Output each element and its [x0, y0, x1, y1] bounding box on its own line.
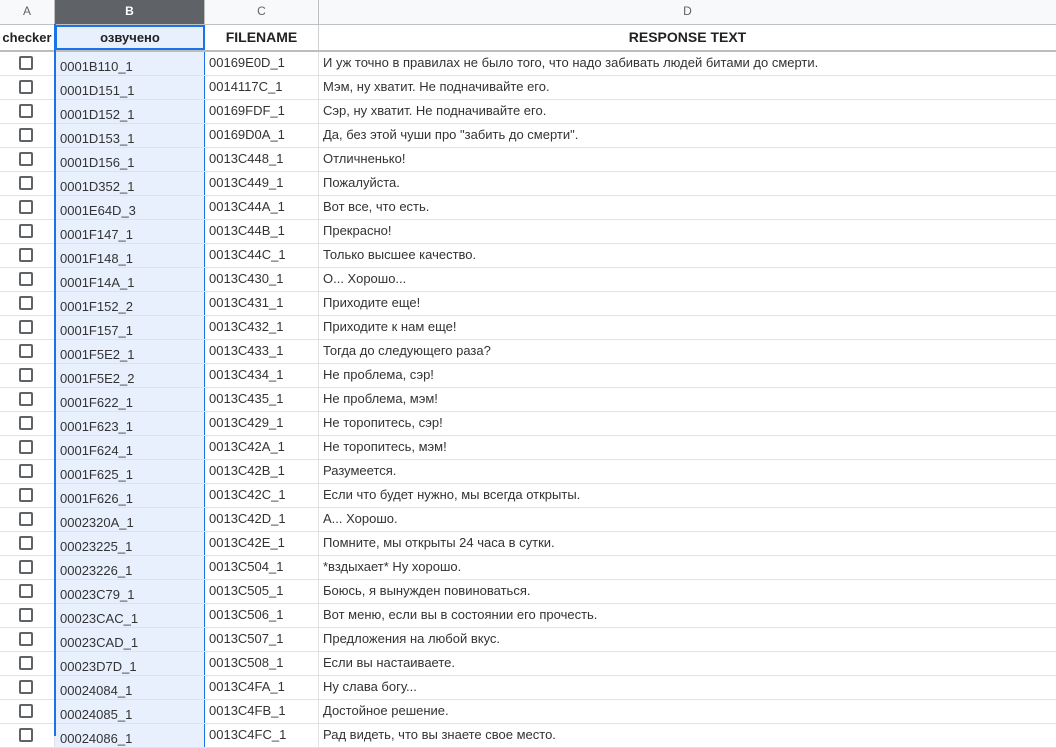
response-text-cell[interactable]: Разумеется.	[323, 463, 397, 478]
response-text-cell[interactable]: Не проблема, мэм!	[323, 391, 438, 406]
row-checkbox[interactable]	[19, 704, 33, 718]
checker-cell	[0, 724, 55, 747]
table-row	[0, 340, 1056, 364]
row-checkbox[interactable]	[19, 392, 33, 406]
header-cell-voiced[interactable]: озвучено	[55, 25, 205, 50]
response-text-cell[interactable]: Вот все, что есть.	[323, 199, 430, 214]
filename-cell[interactable]: 0013C42D_1	[205, 508, 319, 531]
response-text-cell[interactable]: Не торопитесь, мэм!	[323, 439, 447, 454]
voiced-cell[interactable]: 0001F5E2_1	[55, 340, 205, 363]
row-checkbox[interactable]	[19, 656, 33, 670]
table-row	[0, 580, 1056, 604]
filename-cell[interactable]: 0013C507_1	[205, 628, 319, 651]
voiced-cell[interactable]: 0001F626_1	[55, 484, 205, 507]
voiced-cell[interactable]: 0001B110_1	[55, 52, 205, 75]
voiced-cell[interactable]: 0001F624_1	[55, 436, 205, 459]
row-checkbox[interactable]	[19, 296, 33, 310]
table-row	[0, 148, 1056, 172]
column-header-d[interactable]: D	[683, 4, 692, 18]
voiced-cell[interactable]: 00024084_1	[55, 676, 205, 699]
voiced-cell[interactable]: 0001F622_1	[55, 388, 205, 411]
column-header-a[interactable]: A	[0, 0, 55, 24]
filename-cell[interactable]: 0013C504_1	[205, 556, 319, 579]
row-checkbox[interactable]	[19, 728, 33, 742]
table-row	[0, 532, 1056, 556]
table-row	[0, 724, 1056, 748]
row-checkbox[interactable]	[19, 512, 33, 526]
table-row	[0, 268, 1056, 292]
response-text-cell[interactable]: Если вы настаиваете.	[323, 655, 455, 670]
response-text-cell[interactable]: Только высшее качество.	[323, 247, 477, 262]
checker-cell	[0, 220, 55, 243]
checker-cell	[0, 412, 55, 435]
table-row	[0, 388, 1056, 412]
filename-cell[interactable]: 0013C506_1	[205, 604, 319, 627]
voiced-cell[interactable]: 0001F147_1	[55, 220, 205, 243]
response-text-cell[interactable]: Прекрасно!	[323, 223, 392, 238]
voiced-cell[interactable]: 0001F14A_1	[55, 268, 205, 291]
checker-cell	[0, 244, 55, 267]
response-text-cell[interactable]: Мэм, ну хватит. Не подначивайте его.	[323, 79, 550, 94]
table-row	[0, 76, 1056, 100]
filename-cell[interactable]: 0013C505_1	[205, 580, 319, 603]
table-row	[0, 676, 1056, 700]
voiced-cell[interactable]: 00024085_1	[55, 700, 205, 723]
voiced-cell[interactable]: 00024086_1	[55, 724, 205, 747]
response-text-cell[interactable]: Не проблема, сэр!	[323, 367, 434, 382]
response-text-cell[interactable]: Да, без этой чуши про "забить до смерти".	[323, 127, 579, 142]
voiced-cell[interactable]: 0001D152_1	[55, 100, 205, 123]
response-text-cell[interactable]: Достойное решение.	[323, 703, 449, 718]
checker-cell	[0, 124, 55, 147]
voiced-cell[interactable]: 00023D7D_1	[55, 652, 205, 675]
filename-cell[interactable]: 0013C42A_1	[205, 436, 319, 459]
table-row	[0, 124, 1056, 148]
table-row	[0, 604, 1056, 628]
voiced-cell[interactable]: 0001F623_1	[55, 412, 205, 435]
filename-cell[interactable]: 0013C4FA_1	[205, 676, 319, 699]
voiced-cell[interactable]: 0001F157_1	[55, 316, 205, 339]
filename-cell[interactable]: 0013C44C_1	[205, 244, 319, 267]
header-cell-filename[interactable]: FILENAME	[205, 25, 319, 50]
checker-cell	[0, 268, 55, 291]
row-checkbox[interactable]	[19, 608, 33, 622]
voiced-cell[interactable]: 0001F152_2	[55, 292, 205, 315]
row-checkbox[interactable]	[19, 584, 33, 598]
table-row	[0, 700, 1056, 724]
row-checkbox[interactable]	[19, 320, 33, 334]
response-text-cell[interactable]: А... Хорошо.	[323, 511, 398, 526]
table-row	[0, 316, 1056, 340]
response-text-cell[interactable]: Рад видеть, что вы знаете свое место.	[323, 727, 556, 742]
checker-cell	[0, 172, 55, 195]
response-text-cell[interactable]: Предложения на любой вкус.	[323, 631, 501, 646]
filename-cell[interactable]: 0013C4FB_1	[205, 700, 319, 723]
row-checkbox[interactable]	[19, 128, 33, 142]
data-rows	[0, 52, 1056, 748]
voiced-cell[interactable]: 0001F148_1	[55, 244, 205, 267]
checker-cell	[0, 460, 55, 483]
response-text-cell[interactable]: Тогда до следующего раза?	[323, 343, 491, 358]
row-checkbox[interactable]	[19, 488, 33, 502]
voiced-cell[interactable]: 0002320A_1	[55, 508, 205, 531]
row-checkbox[interactable]	[19, 80, 33, 94]
response-text-cell[interactable]: Сэр, ну хватит. Не подначивайте его.	[323, 103, 547, 118]
checker-cell	[0, 52, 55, 75]
row-checkbox[interactable]	[19, 200, 33, 214]
row-checkbox[interactable]	[19, 56, 33, 70]
filename-cell[interactable]: 0013C433_1	[205, 340, 319, 363]
table-row	[0, 652, 1056, 676]
voiced-cell[interactable]: 0001D352_1	[55, 172, 205, 195]
filename-cell[interactable]: 0013C508_1	[205, 652, 319, 675]
table-row	[0, 484, 1056, 508]
row-checkbox[interactable]	[19, 440, 33, 454]
checker-cell	[0, 148, 55, 171]
filename-cell[interactable]: 0013C4FC_1	[205, 724, 319, 747]
row-checkbox[interactable]	[19, 632, 33, 646]
checker-cell	[0, 604, 55, 627]
response-text-cell[interactable]: Помните, мы открыты 24 часа в сутки.	[323, 535, 555, 550]
voiced-cell[interactable]: 0001D153_1	[55, 124, 205, 147]
row-checkbox[interactable]	[19, 176, 33, 190]
voiced-cell[interactable]: 0001F625_1	[55, 460, 205, 483]
row-checkbox[interactable]	[19, 344, 33, 358]
row-checkbox[interactable]	[19, 416, 33, 430]
checker-cell	[0, 628, 55, 651]
voiced-cell[interactable]: 00023226_1	[55, 556, 205, 579]
header-row	[0, 25, 1056, 52]
row-checkbox[interactable]	[19, 368, 33, 382]
filename-cell[interactable]: 0013C449_1	[205, 172, 319, 195]
checker-cell	[0, 196, 55, 219]
checker-cell	[0, 292, 55, 315]
voiced-cell[interactable]: 0001F5E2_2	[55, 364, 205, 387]
row-checkbox[interactable]	[19, 104, 33, 118]
checker-cell	[0, 364, 55, 387]
checker-cell	[0, 316, 55, 339]
filename-cell[interactable]: 0013C448_1	[205, 148, 319, 171]
voiced-cell[interactable]: 0001D156_1	[55, 148, 205, 171]
column-header-b[interactable]: B	[55, 0, 205, 24]
filename-cell[interactable]: 0013C435_1	[205, 388, 319, 411]
header-cell-response-text[interactable]: RESPONSE TEXT	[628, 29, 747, 45]
selection-border	[54, 24, 56, 736]
checker-cell	[0, 556, 55, 579]
filename-cell[interactable]: 0013C42B_1	[205, 460, 319, 483]
response-text-cell[interactable]: *вздыхает* Ну хорошо.	[323, 559, 462, 574]
row-checkbox[interactable]	[19, 224, 33, 238]
column-header-bar	[0, 0, 1056, 25]
checker-cell	[0, 100, 55, 123]
table-row	[0, 460, 1056, 484]
filename-cell[interactable]: 0013C432_1	[205, 316, 319, 339]
row-checkbox[interactable]	[19, 680, 33, 694]
column-header-c[interactable]: C	[205, 0, 319, 24]
voiced-cell[interactable]: 00023225_1	[55, 532, 205, 555]
table-row	[0, 436, 1056, 460]
table-row	[0, 100, 1056, 124]
table-row	[0, 292, 1056, 316]
checker-cell	[0, 340, 55, 363]
voiced-cell[interactable]: 00023CAC_1	[55, 604, 205, 627]
response-text-cell[interactable]: Отличненько!	[323, 151, 406, 166]
checker-cell	[0, 436, 55, 459]
filename-cell[interactable]: 0014117C_1	[205, 76, 319, 99]
checker-cell	[0, 76, 55, 99]
table-row	[0, 628, 1056, 652]
response-text-cell[interactable]: И уж точно в правилах не было того, что надо забивать людей битами до смерти.	[323, 55, 819, 70]
response-text-cell[interactable]: Приходите еще!	[323, 295, 421, 310]
table-row	[0, 364, 1056, 388]
checker-cell	[0, 508, 55, 531]
table-row	[0, 172, 1056, 196]
checker-cell	[0, 700, 55, 723]
voiced-cell[interactable]: 0001E64D_3	[55, 196, 205, 219]
row-checkbox[interactable]	[19, 464, 33, 478]
table-row	[0, 556, 1056, 580]
response-text-cell[interactable]: Пожалуйста.	[323, 175, 400, 190]
row-checkbox[interactable]	[19, 536, 33, 550]
response-text-cell[interactable]: Вот меню, если вы в состоянии его прочесть.	[323, 607, 598, 622]
filename-cell[interactable]: 0013C431_1	[205, 292, 319, 315]
filename-cell[interactable]: 0013C429_1	[205, 412, 319, 435]
row-checkbox[interactable]	[19, 248, 33, 262]
voiced-cell[interactable]: 00023CAD_1	[55, 628, 205, 651]
filename-cell[interactable]: 0013C44A_1	[205, 196, 319, 219]
response-text-cell[interactable]: О... Хорошо...	[323, 271, 407, 286]
filename-cell[interactable]: 0013C430_1	[205, 268, 319, 291]
table-row	[0, 244, 1056, 268]
row-checkbox[interactable]	[19, 152, 33, 166]
checker-cell	[0, 484, 55, 507]
filename-cell[interactable]: 00169FDF_1	[205, 100, 319, 123]
checker-cell	[0, 676, 55, 699]
response-text-cell[interactable]: Ну слава богу...	[323, 679, 417, 694]
checker-cell	[0, 652, 55, 675]
voiced-cell[interactable]: 0001D151_1	[55, 76, 205, 99]
response-text-cell[interactable]: Боюсь, я вынужден повиноваться.	[323, 583, 531, 598]
filename-cell[interactable]: 00169D0A_1	[205, 124, 319, 147]
checker-cell	[0, 580, 55, 603]
filename-cell[interactable]: 0013C44B_1	[205, 220, 319, 243]
table-row	[0, 508, 1056, 532]
filename-cell[interactable]: 0013C42C_1	[205, 484, 319, 507]
row-checkbox[interactable]	[19, 560, 33, 574]
table-row	[0, 412, 1056, 436]
filename-cell[interactable]: 0013C434_1	[205, 364, 319, 387]
table-row	[0, 220, 1056, 244]
filename-cell[interactable]: 0013C42E_1	[205, 532, 319, 555]
checker-cell	[0, 532, 55, 555]
voiced-cell[interactable]: 00023C79_1	[55, 580, 205, 603]
response-text-cell[interactable]: Если что будет нужно, мы всегда открыты.	[323, 487, 581, 502]
checker-cell	[0, 388, 55, 411]
filename-cell[interactable]: 00169E0D_1	[205, 52, 319, 75]
table-row	[0, 196, 1056, 220]
row-checkbox[interactable]	[19, 272, 33, 286]
response-text-cell[interactable]: Приходите к нам еще!	[323, 319, 457, 334]
table-row	[0, 52, 1056, 76]
header-cell-checker[interactable]: checker	[0, 25, 55, 50]
response-text-cell[interactable]: Не торопитесь, сэр!	[323, 415, 443, 430]
